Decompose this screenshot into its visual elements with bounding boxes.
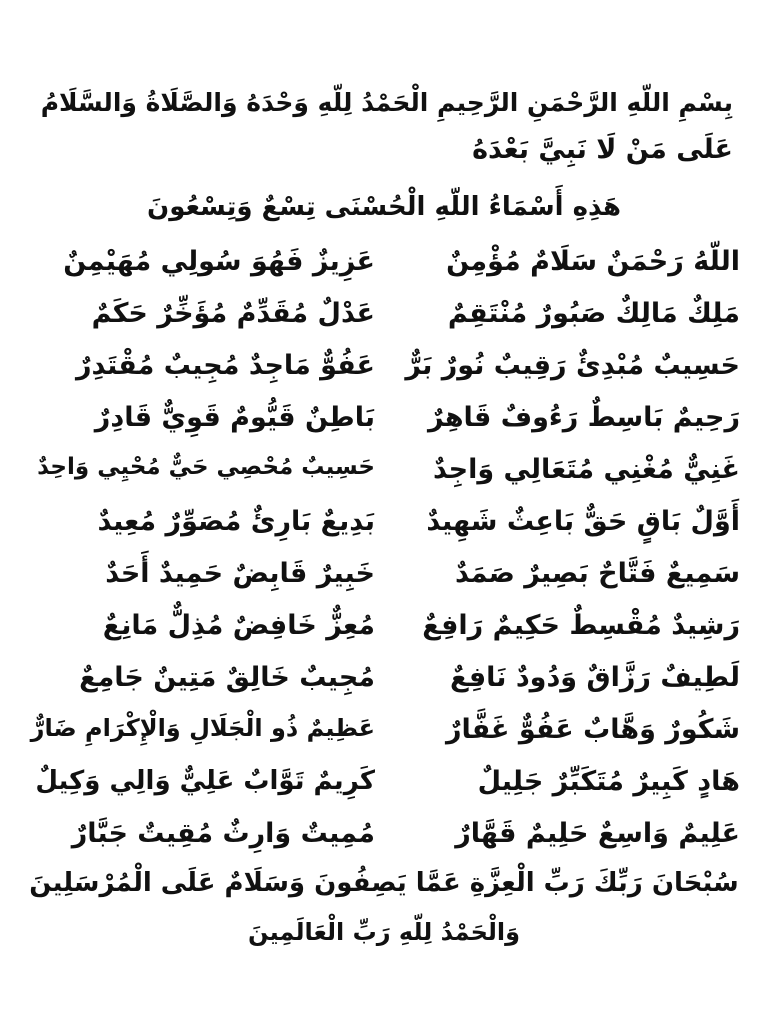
names-cell-left: مُعِزٌّ خَافِضٌ مُذِلٌّ مَانِعٌ <box>102 610 375 641</box>
names-row <box>30 662 750 712</box>
names-cell-left: بَاطِنٌ قَيُّومٌ قَوِيٌّ قَادِرٌ <box>94 402 375 433</box>
names-row <box>30 818 750 868</box>
names-cell-left: عَدْلٌ مُقَدِّمٌ مُؤَخِّرٌ حَكَمٌ <box>91 298 375 329</box>
names-cell-right: أَوَّلٌ بَاقٍ حَقٌّ بَاعِثٌ شَهِيدٌ <box>426 506 740 537</box>
closing-praise-line: وَالْحَمْدُ لِلّهِ رَبِّ الْعَالَمِينَ <box>247 918 521 946</box>
names-cell-right: حَسِيبٌ مُبْدِئٌ رَقِيبٌ نُورٌ بَرٌّ <box>405 350 740 381</box>
names-row <box>30 402 750 452</box>
names-row <box>30 766 750 816</box>
names-row <box>30 506 750 556</box>
names-cell-left: عَفُوٌّ مَاجِدٌ مُجِيبٌ مُقْتَدِرٌ <box>75 350 375 381</box>
names-cell-left: مُمِيتٌ وَارِثٌ مُقِيتٌ جَبَّارٌ <box>71 818 375 849</box>
basmala-line: بِسْمِ اللّهِ الرَّحْمَنِ الرَّحِيمِ الْحَمْدُ لِلّهِ وَحْدَهُ وَالصَّلَاةُ وَالسَّلَامُ <box>40 88 733 117</box>
names-cell-right: رَشِيدٌ مُقْسِطٌ حَكِيمٌ رَافِعٌ <box>422 610 740 641</box>
names-row <box>30 610 750 660</box>
closing-verse-line: سُبْحَانَ رَبِّكَ رَبِّ الْعِزَّةِ عَمَّا يَصِفُونَ وَسَلَامٌ عَلَى الْمُرْسَلِينَ <box>29 868 739 898</box>
names-cell-right: اللّهُ رَحْمَنٌ سَلَامٌ مُؤْمِنٌ <box>446 246 740 277</box>
names-cell-right: عَلِيمٌ وَاسِعٌ حَلِيمٌ قَهَّارٌ <box>455 818 740 849</box>
names-cell-left: كَرِيمٌ تَوَّابٌ عَلِيٌّ وَالِي وَكِيلٌ <box>35 766 375 796</box>
names-row <box>30 298 750 348</box>
names-cell-left: عَزِيزٌ فَهُوَ سُولِي مُهَيْمِنٌ <box>63 246 375 277</box>
names-cell-right: غَنِيٌّ مُغْنِي مُتَعَالِي وَاجِدٌ <box>433 454 740 485</box>
names-cell-right: شَكُورٌ وَهَّابٌ عَفُوٌّ غَفَّارٌ <box>445 714 740 745</box>
names-cell-right: رَحِيمٌ بَاسِطٌ رَءُوفٌ قَاهِرٌ <box>428 402 740 433</box>
names-row <box>30 246 750 296</box>
names-cell-right: هَادٍ كَبِيرٌ مُتَكَبِّرٌ جَلِيلٌ <box>477 766 740 797</box>
names-cell-left: مُجِيبٌ خَالِقٌ مَتِينٌ جَامِعٌ <box>79 662 375 693</box>
salat-line: عَلَى مَنْ لَا نَبِيَّ بَعْدَهُ <box>472 134 733 165</box>
names-cell-left: عَظِيمٌ ذُو الْجَلَالِ وَالْإِكْرَامِ ضَارٌّ <box>30 714 375 742</box>
names-row <box>30 454 750 504</box>
names-cell-left: بَدِيعٌ بَارِئٌ مُصَوِّرٌ مُعِيدٌ <box>97 506 375 537</box>
names-cell-left: حَسِيبٌ مُحْصِي حَيٌّ مُحْيِي وَاحِدٌ <box>37 454 375 480</box>
names-row <box>30 714 750 764</box>
names-cell-right: لَطِيفٌ رَزَّاقٌ وَدُودٌ نَافِعٌ <box>450 662 740 693</box>
names-cell-right: مَلِكٌ مَالِكٌ صَبُورٌ مُنْتَقِمٌ <box>447 298 740 329</box>
names-row <box>30 558 750 608</box>
names-cell-right: سَمِيعٌ فَتَّاحٌ بَصِيرٌ صَمَدٌ <box>455 558 740 589</box>
names-row <box>30 350 750 400</box>
names-cell-left: خَبِيرٌ قَابِضٌ حَمِيدٌ أَحَدٌ <box>105 558 375 589</box>
page-title: هَذِهِ أَسْمَاءُ اللّهِ الْحُسْنَى تِسْعٌ وَتِسْعُونَ <box>147 192 621 222</box>
